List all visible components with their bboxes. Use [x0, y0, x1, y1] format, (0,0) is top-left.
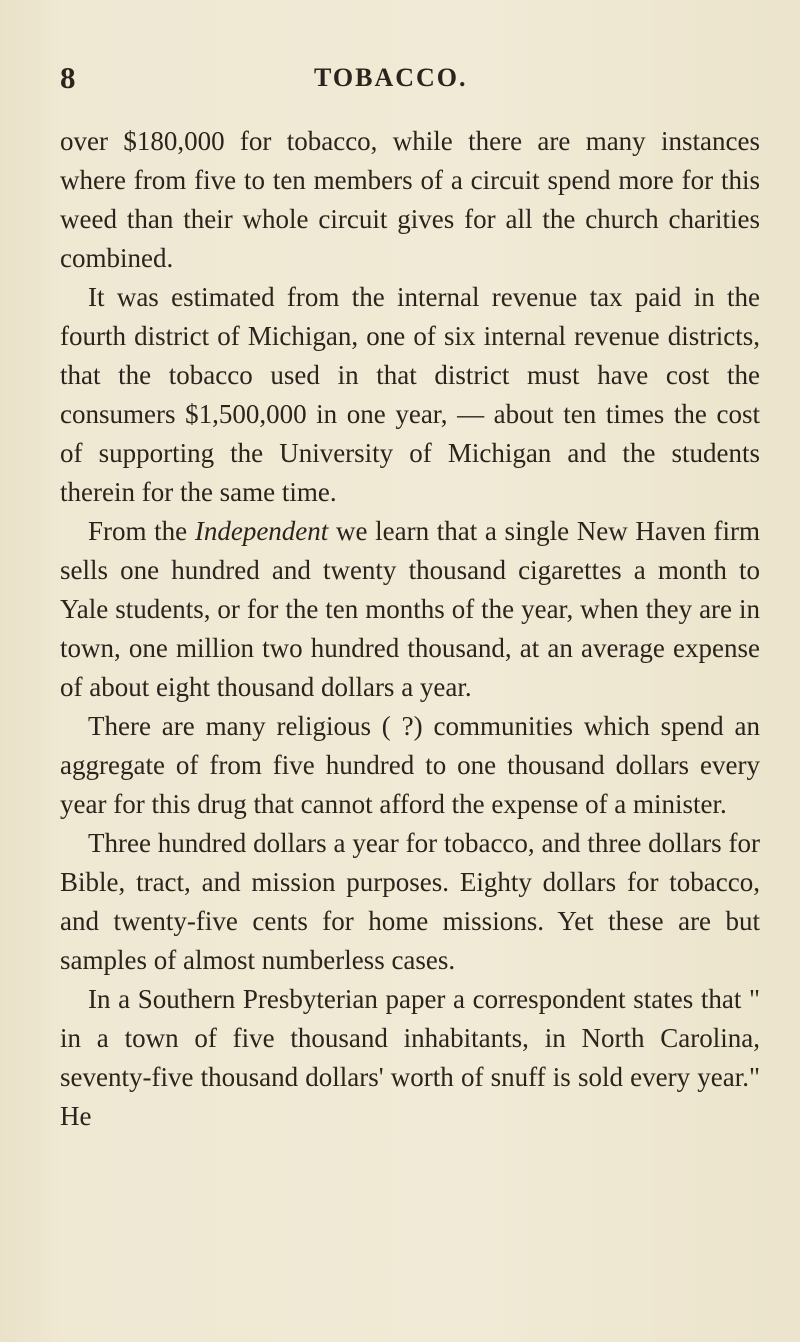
paragraph-3: [60, 512, 760, 707]
paragraph-3-before: From the: [88, 516, 195, 546]
running-head: TOBACCO.: [314, 63, 468, 92]
paragraph-3-italic-title: Independent: [194, 516, 329, 546]
paragraph-2: It was estimated from the internal revenue tax paid in the fourth district of Michigan, one of six internal revenue districts, that the tobacco used in that district must have cost the consumers $1,500,000 in one year, — about ten times the cost of supporting the University of Michigan and the students therein for the same time.: [60, 282, 760, 507]
paragraph-3-after: we learn that a single New Haven firm sells one hundred and twenty thousand cigarettes a month to Yale students, or for the ten months of the year, when they are in town, one million two hundred thousand, at an average expense of about eight thousand dollars a year.: [60, 516, 760, 702]
page-number: 8: [60, 60, 76, 95]
body-text: [60, 122, 760, 1136]
paragraph-1: over $180,000 for tobacco, while there are many instances where from five to ten members of a circuit spend more for this weed than their whole circuit gives for all the church charities combined.: [60, 126, 760, 273]
paragraph-4: There are many religious ( ?) communities which spend an aggregate of from five hundred to one thousand dollars every year for this drug that cannot afford the expense of a minister.: [60, 711, 760, 819]
paragraph-6: In a Southern Presbyterian paper a correspondent states that " in a town of five thousand inhabitants, in North Carolina, seventy-five thousand dollars' worth of snuff is sold every year." He: [60, 984, 760, 1131]
paragraph-5: Three hundred dollars a year for tobacco, and three dollars for Bible, tract, and mission purposes. Eighty dollars for tobacco, and twenty-five cents for home missions. Yet these are but samples of almost numberless cases.: [60, 828, 760, 975]
page-header: [60, 58, 760, 98]
